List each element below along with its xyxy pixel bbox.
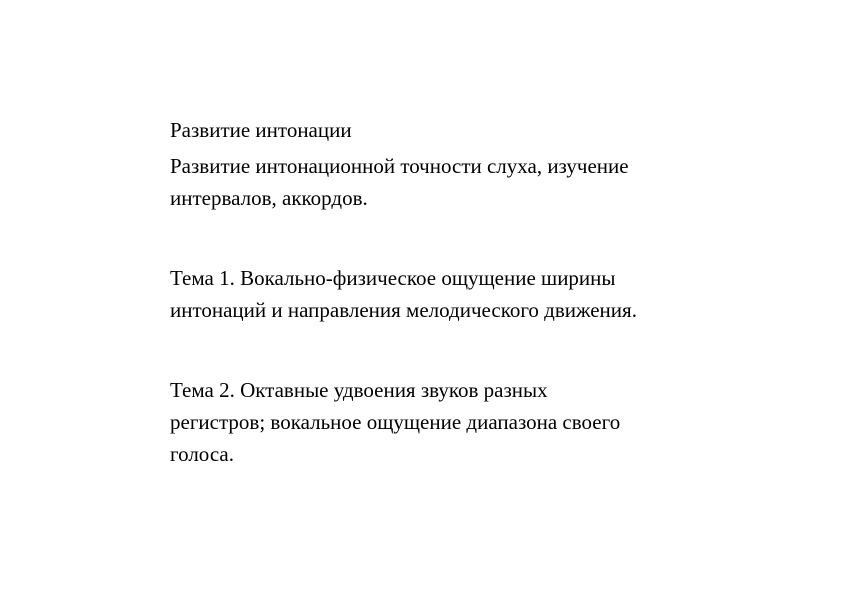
topic-1-paragraph: Тема 1. Вокально-физическое ощущение ширины интонаций и направления мелодического движения. (170, 266, 637, 322)
topic-2-paragraph: Тема 2. Октавные удвоения звуков разных регистров; вокальное ощущение диапазона своего голоса. (170, 378, 621, 466)
page-title: Развитие интонации (170, 118, 352, 142)
document-body (170, 114, 730, 470)
intro-paragraph: Развитие интонационной точности слуха, изучение интервалов, аккордов. (170, 154, 629, 210)
